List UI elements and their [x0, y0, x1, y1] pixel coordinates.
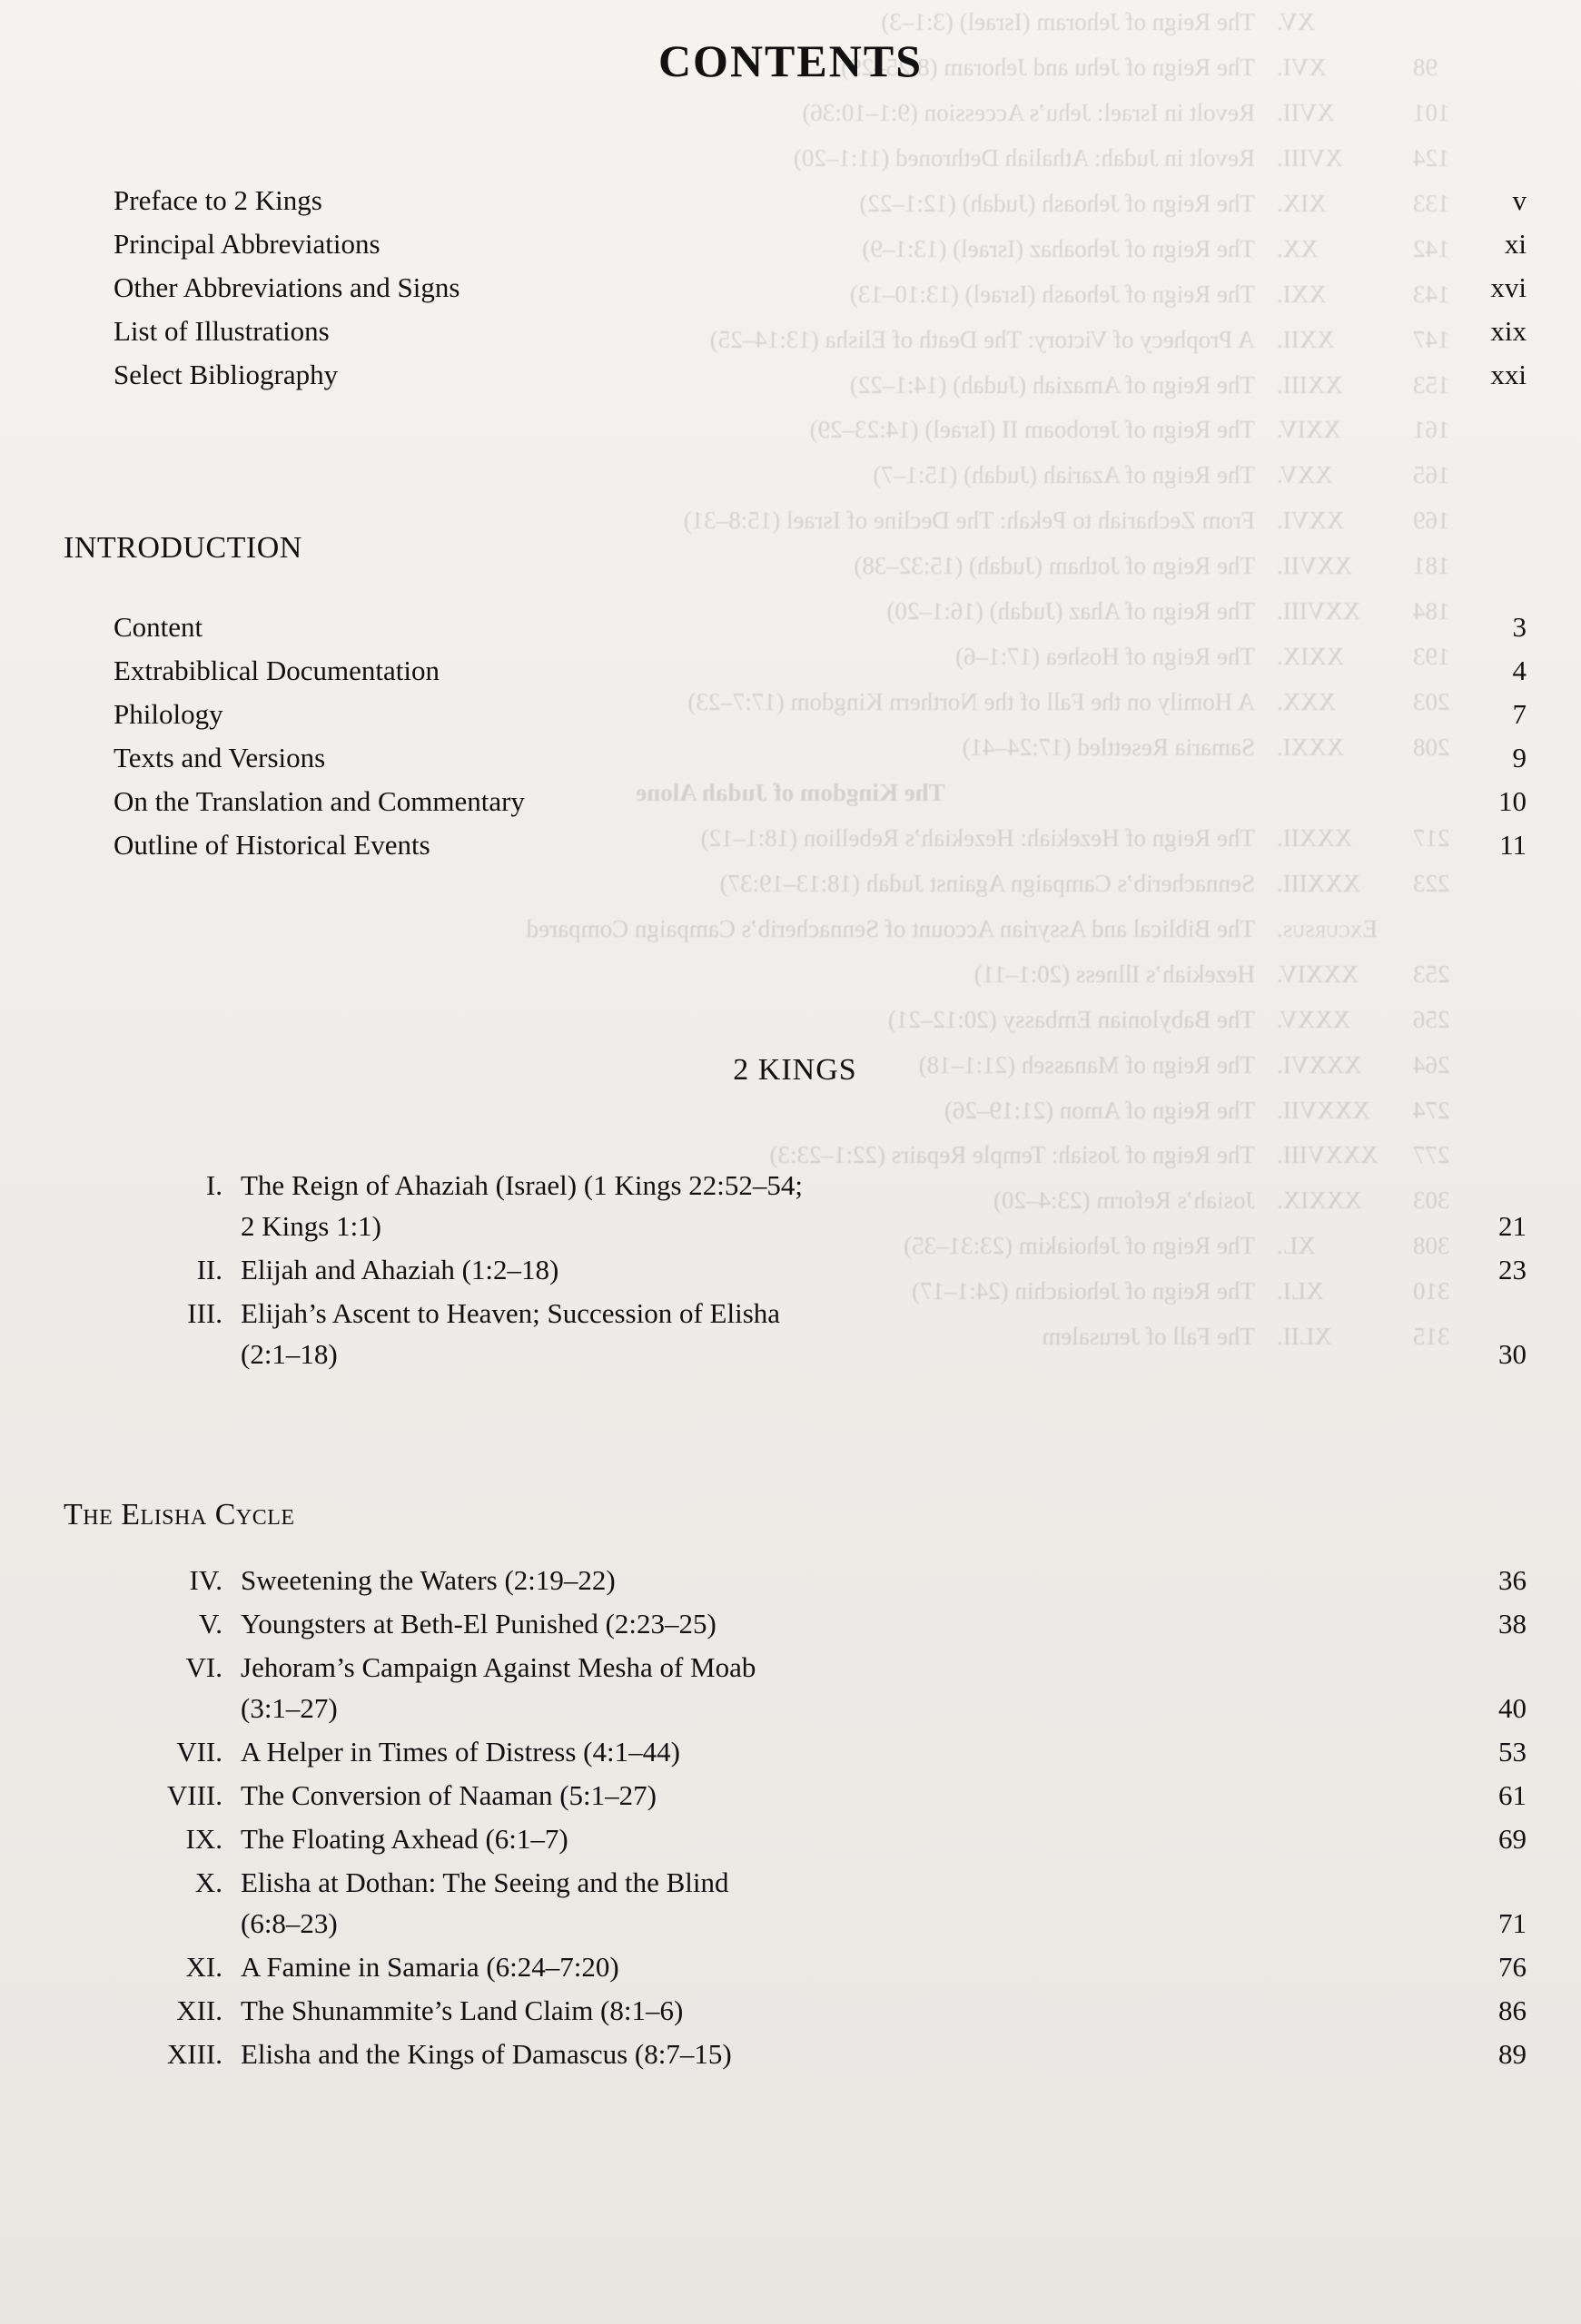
toc-page: v — [1512, 184, 1527, 216]
toc-entry[interactable] — [64, 831, 1527, 859]
toc-label: The Shunammite’s Land Claim (8:1–6) — [241, 1994, 684, 2026]
main-entry-list — [64, 1171, 1527, 1384]
toc-label: Elisha and the Kings of Damascus (8:7–15) — [241, 2038, 732, 2070]
toc-label-line2: (6:8–23) — [241, 1907, 338, 1939]
toc-roman: XI. — [185, 1951, 222, 1983]
toc-page: 10 — [1498, 785, 1527, 817]
toc-roman: XII. — [176, 1994, 222, 2026]
toc-roman: VI. — [185, 1651, 222, 1683]
toc-entry[interactable] — [64, 1868, 1527, 1937]
toc-roman: XIII. — [166, 2038, 222, 2070]
toc-label: Preface to 2 Kings — [114, 184, 322, 216]
introduction-heading: INTRODUCTION — [64, 531, 302, 565]
toc-entry[interactable] — [64, 230, 1527, 258]
toc-label-line2: (3:1–27) — [241, 1692, 338, 1724]
toc-entry[interactable] — [64, 2040, 1527, 2068]
toc-page: xi — [1504, 228, 1527, 260]
toc-page: 69 — [1498, 1823, 1527, 1855]
toc-entry[interactable] — [64, 317, 1527, 345]
toc-label: Philology — [114, 698, 223, 730]
toc-label: A Helper in Times of Distress (4:1–44) — [241, 1736, 680, 1768]
toc-roman: VIII. — [166, 1779, 222, 1811]
toc-entry[interactable] — [64, 1653, 1527, 1722]
toc-roman: VII. — [176, 1736, 222, 1768]
toc-label: Other Abbreviations and Signs — [114, 271, 460, 303]
main-section-heading: 2 KINGS — [733, 1053, 857, 1087]
toc-page: 4 — [1512, 655, 1527, 686]
toc-page: 61 — [1498, 1779, 1527, 1811]
toc-label: Elijah and Ahaziah (1:2–18) — [241, 1254, 559, 1285]
toc-label-line2: 2 Kings 1:1) — [241, 1210, 381, 1242]
toc-roman: III. — [187, 1297, 222, 1329]
toc-label-line1: Elijah’s Ascent to Heaven; Succession of Elisha — [241, 1297, 781, 1329]
toc-label: Texts and Versions — [114, 742, 326, 773]
toc-page: 3 — [1512, 611, 1527, 643]
toc-label: Principal Abbreviations — [114, 228, 380, 260]
toc-label: The Floating Axhead (6:1–7) — [241, 1823, 568, 1855]
toc-entry[interactable] — [64, 360, 1527, 389]
toc-entry[interactable] — [64, 1171, 1527, 1240]
toc-label-line1: Elisha at Dothan: The Seeing and the Blind — [241, 1866, 729, 1898]
toc-entry[interactable] — [64, 656, 1527, 684]
toc-entry[interactable] — [64, 787, 1527, 815]
toc-label — [241, 1868, 1454, 1937]
toc-roman: IX. — [185, 1823, 222, 1855]
toc-page: 7 — [1512, 698, 1527, 730]
toc-label: On the Translation and Commentary — [114, 785, 525, 817]
introduction-list — [64, 613, 1527, 874]
toc-label: Youngsters at Beth-El Punished (2:23–25) — [241, 1608, 716, 1640]
toc-label: Content — [114, 611, 203, 643]
toc-entry[interactable] — [64, 186, 1527, 214]
toc-page: xvi — [1490, 271, 1527, 303]
toc-page: 40 — [1498, 1692, 1527, 1724]
toc-label: Select Bibliography — [114, 359, 339, 390]
main-section-heading-wrap — [64, 1053, 1527, 1088]
toc-page: 11 — [1499, 829, 1527, 861]
toc-page: 76 — [1498, 1951, 1527, 1983]
toc-label — [241, 1653, 1454, 1722]
toc-entry[interactable] — [64, 1566, 1527, 1594]
toc-entry[interactable] — [64, 1781, 1527, 1809]
toc-page: xix — [1490, 315, 1527, 347]
toc-page: 89 — [1498, 2038, 1527, 2070]
introduction-section — [64, 531, 1527, 578]
toc-label: List of Illustrations — [114, 315, 330, 347]
toc-entry[interactable] — [64, 1996, 1527, 2024]
toc-roman: V. — [198, 1608, 222, 1640]
elisha-cycle-list — [64, 1566, 1527, 2083]
toc-page: 36 — [1498, 1564, 1527, 1596]
toc-entry[interactable] — [64, 1953, 1527, 1981]
toc-entry[interactable] — [64, 1299, 1527, 1368]
toc-entry[interactable] — [64, 1738, 1527, 1766]
front-matter-list — [64, 186, 1527, 404]
toc-page: 23 — [1498, 1254, 1527, 1285]
toc-page: 71 — [1498, 1907, 1527, 1939]
toc-label: Extrabiblical Documentation — [114, 655, 440, 686]
toc-roman: X. — [194, 1866, 222, 1898]
toc-page: 21 — [1498, 1210, 1527, 1242]
toc-label: Sweetening the Waters (2:19–22) — [241, 1564, 616, 1596]
toc-label: The Conversion of Naaman (5:1–27) — [241, 1779, 657, 1811]
toc-label — [241, 1171, 1454, 1240]
toc-label-line1: The Reign of Ahaziah (Israel) (1 Kings 22:52–54; — [241, 1169, 803, 1201]
toc-label-line2: (2:1–18) — [241, 1338, 338, 1370]
toc-label — [241, 1299, 1454, 1368]
toc-entry[interactable] — [64, 1825, 1527, 1853]
toc-label: A Famine in Samaria (6:24–7:20) — [241, 1951, 619, 1983]
toc-roman: IV. — [189, 1564, 222, 1596]
toc-page: 30 — [1498, 1338, 1527, 1370]
page-title: CONTENTS — [657, 35, 924, 86]
toc-roman: I. — [205, 1169, 222, 1201]
toc-page: 9 — [1512, 742, 1527, 773]
toc-entry[interactable] — [64, 1256, 1527, 1284]
toc-label: Outline of Historical Events — [114, 829, 430, 861]
toc-page: 53 — [1498, 1736, 1527, 1768]
toc-entry[interactable] — [64, 743, 1527, 772]
toc-page: xxi — [1490, 359, 1527, 390]
elisha-cycle-heading: The Elisha Cycle — [64, 1498, 295, 1531]
toc-entry[interactable] — [64, 1610, 1527, 1638]
toc-entry[interactable] — [64, 273, 1527, 301]
toc-page: 86 — [1498, 1994, 1527, 2026]
toc-entry[interactable] — [64, 700, 1527, 728]
elisha-cycle-heading-wrap — [64, 1498, 1527, 1532]
toc-label-line1: Jehoram’s Campaign Against Mesha of Moab — [241, 1651, 756, 1683]
toc-roman: II. — [196, 1254, 222, 1285]
toc-page: 38 — [1498, 1608, 1527, 1640]
toc-entry[interactable] — [64, 613, 1527, 641]
